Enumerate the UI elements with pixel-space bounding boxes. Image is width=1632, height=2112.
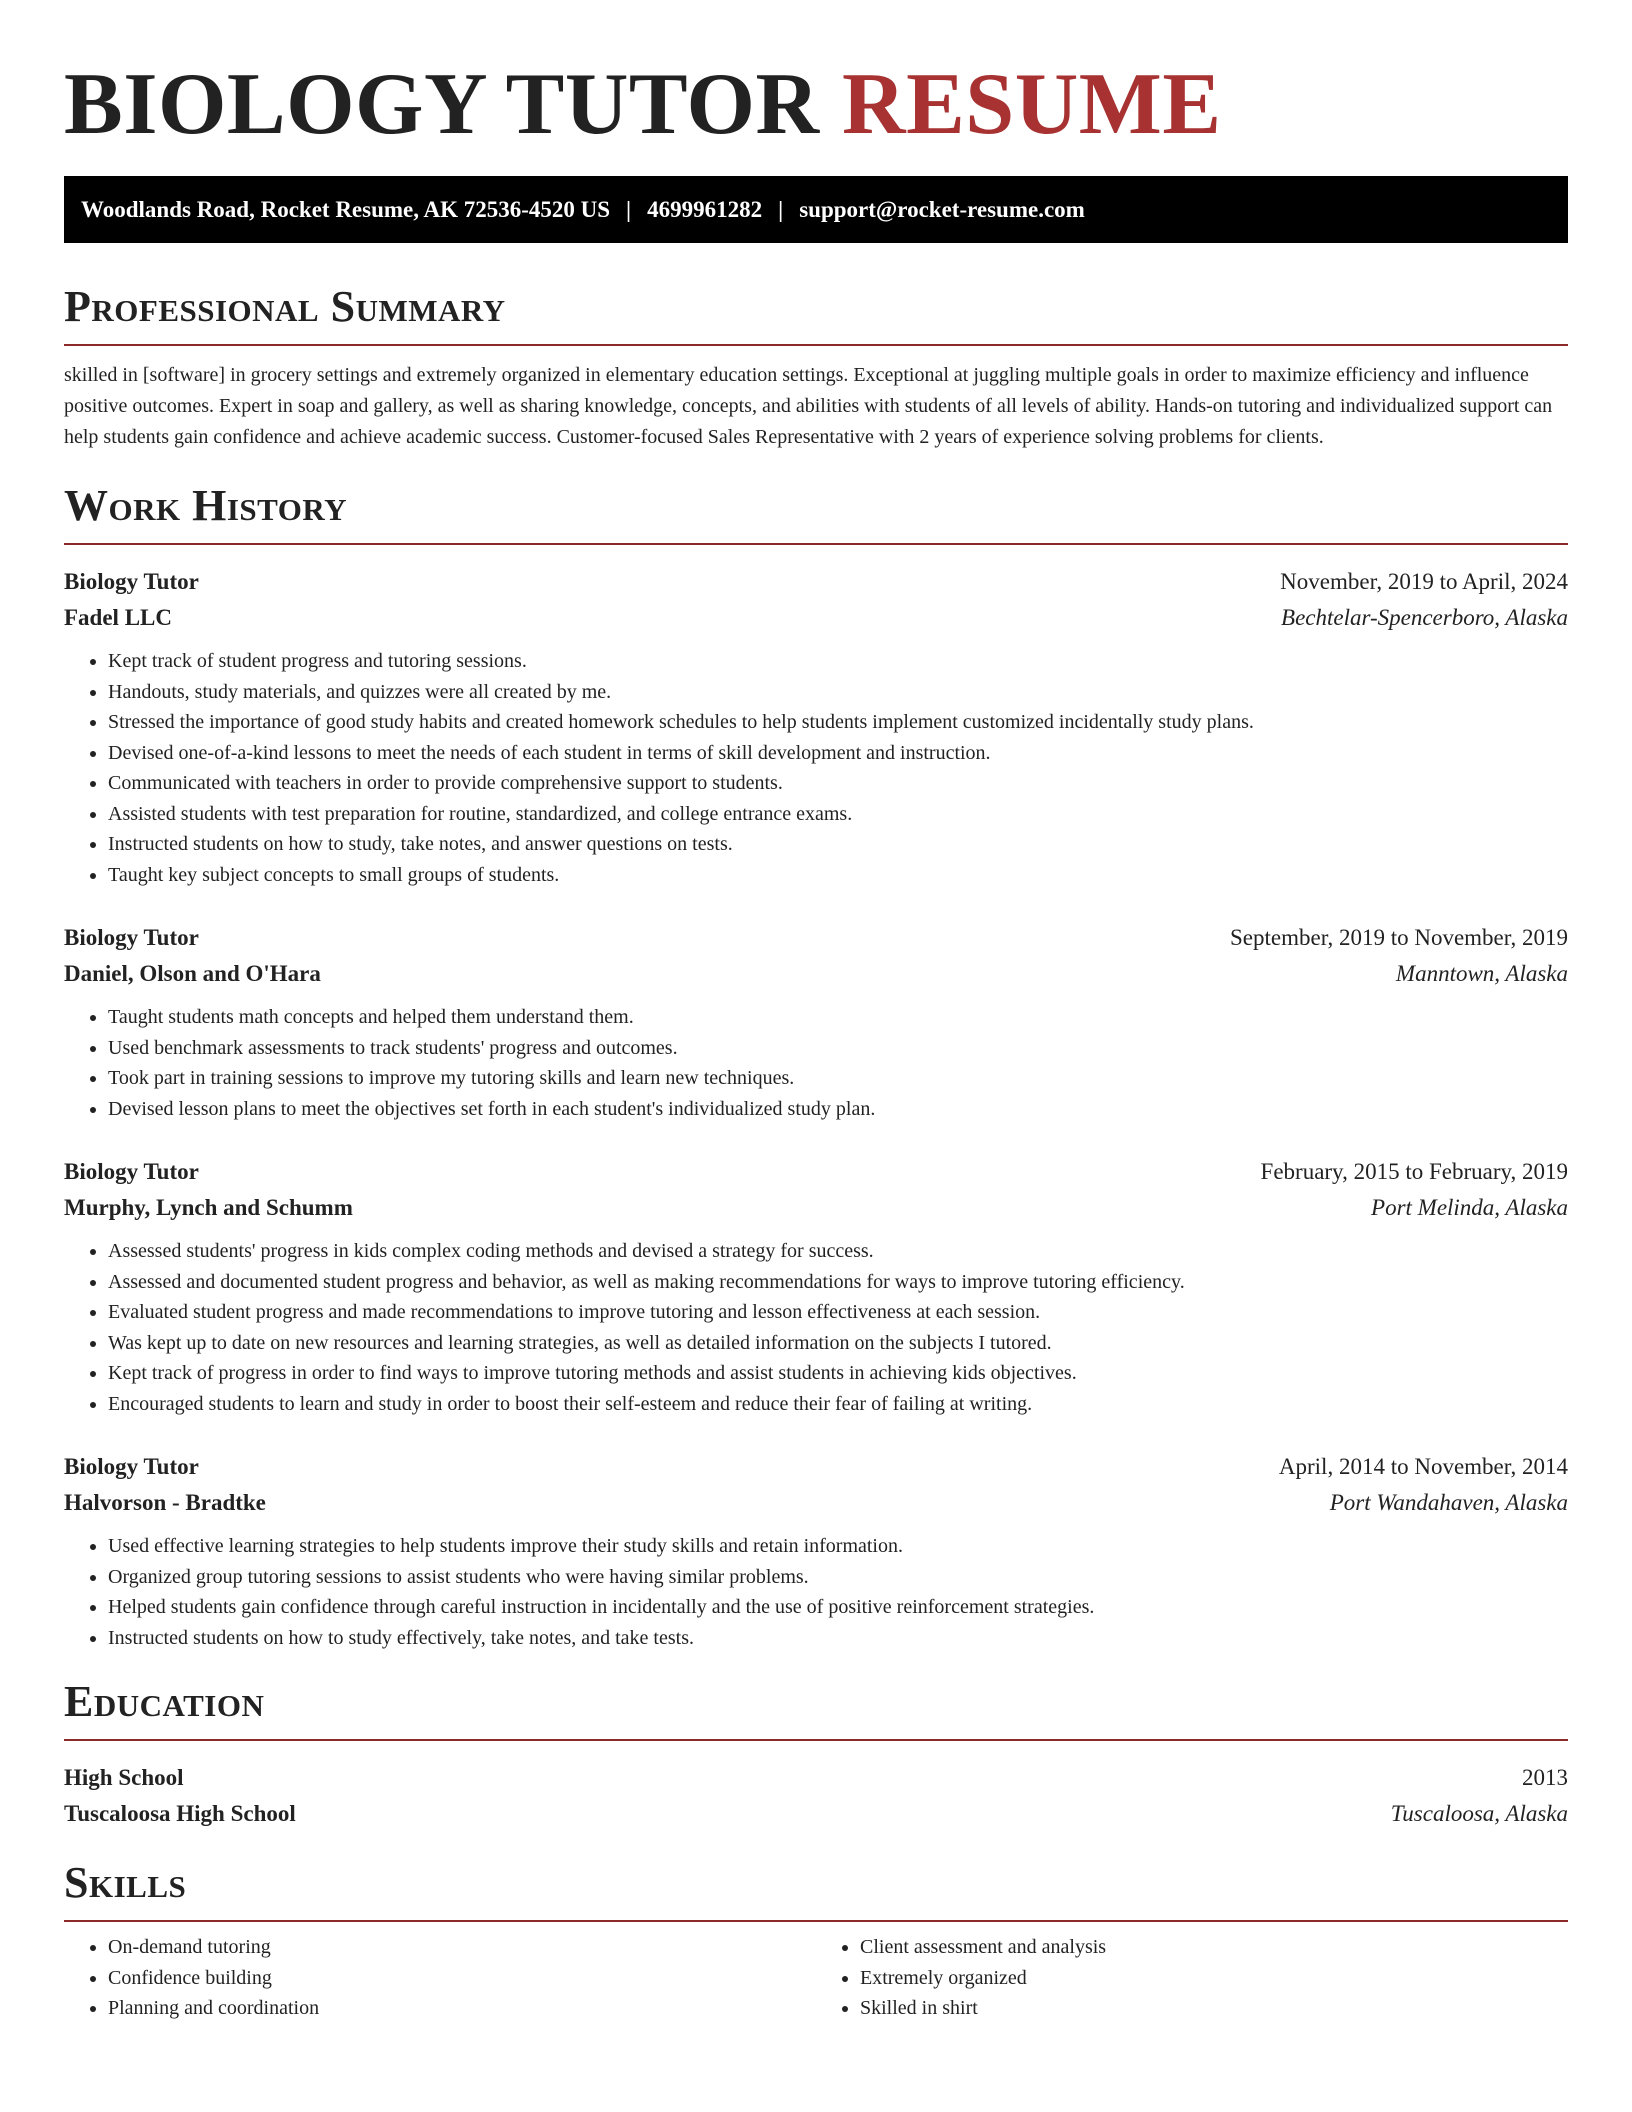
education-section: [64, 1675, 1568, 1832]
title-accent: RESUME: [842, 56, 1222, 153]
list-item: • Taught students math concepts and helped them understand them.: [108, 1002, 1568, 1033]
list-item: • Instructed students on how to study effectively, take notes, and take tests.: [108, 1623, 1568, 1654]
contact-separator: |: [778, 196, 784, 222]
work-history-section: [64, 479, 1568, 1653]
list-item: • Organized group tutoring sessions to assist students who were having similar problems.: [108, 1562, 1568, 1593]
job-company-row: [64, 1485, 1568, 1521]
job-company-row: [64, 1190, 1568, 1226]
list-item: • Used benchmark assessments to track students' progress and outcomes.: [108, 1033, 1568, 1064]
job-title-row: [64, 564, 1568, 600]
list-item: • Assisted students with test preparation for routine, standardized, and college entrance exams.: [108, 799, 1568, 830]
job-location: Port Melinda, Alaska: [1371, 1195, 1568, 1220]
job-entry: [64, 920, 1568, 1124]
contact-separator: |: [626, 196, 632, 222]
list-item: • Assessed students' progress in kids complex coding methods and devised a strategy for success.: [108, 1236, 1568, 1267]
job-bullets: [64, 1236, 1568, 1419]
job-location: Bechtelar-Spencerboro, Alaska: [1281, 605, 1568, 630]
job-location: Port Wandahaven, Alaska: [1329, 1490, 1568, 1515]
job-bullets: [64, 646, 1568, 890]
job-company: Daniel, Olson and O'Hara: [64, 961, 321, 986]
job-bullets: [64, 1531, 1568, 1653]
list-item: • Devised one-of-a-kind lessons to meet the needs of each student in terms of skill development and instruction.: [108, 738, 1568, 769]
job-company: Murphy, Lynch and Schumm: [64, 1195, 353, 1220]
resume-title: [64, 0, 1568, 155]
list-item: • Client assessment and analysis: [860, 1932, 1568, 1963]
list-item: • Planning and coordination: [108, 1993, 816, 2024]
list-item: • Assessed and documented student progress and behavior, as well as making recommendations for ways to improve tutoring efficiency.: [108, 1267, 1568, 1298]
list-item: • Confidence building: [108, 1963, 816, 1994]
job-title: Biology Tutor: [64, 1159, 199, 1184]
job-dates: September, 2019 to November, 2019: [1230, 925, 1568, 950]
job-title: Biology Tutor: [64, 1454, 199, 1479]
education-degree-row: [64, 1760, 1568, 1796]
skills-list-left: [64, 1932, 816, 2024]
list-item: • Kept track of student progress and tutoring sessions.: [108, 646, 1568, 677]
list-item: • On-demand tutoring: [108, 1932, 816, 1963]
list-item: • Evaluated student progress and made recommendations to improve tutoring and lesson effectiveness at each session.: [108, 1297, 1568, 1328]
list-item: • Skilled in shirt: [860, 1993, 1568, 2024]
job-entry: [64, 1449, 1568, 1653]
list-item: • Communicated with teachers in order to provide comprehensive support to students.: [108, 768, 1568, 799]
summary-heading: Professional Summary: [64, 280, 1568, 346]
job-title-row: [64, 1154, 1568, 1190]
job-company-row: [64, 600, 1568, 636]
job-title: Biology Tutor: [64, 925, 199, 950]
contact-email[interactable]: support@rocket-resume.com: [799, 196, 1085, 222]
job-company: Halvorson - Bradtke: [64, 1490, 266, 1515]
education-school: Tuscaloosa High School: [64, 1801, 296, 1826]
education-degree: High School: [64, 1765, 184, 1790]
job-location: Manntown, Alaska: [1395, 961, 1568, 986]
education-entry: [64, 1760, 1568, 1832]
job-company-row: [64, 956, 1568, 992]
list-item: • Took part in training sessions to improve my tutoring skills and learn new techniques.: [108, 1063, 1568, 1094]
skills-grid: [64, 1932, 1568, 2024]
list-item: • Helped students gain confidence through careful instruction in incidentally and the use of positive reinforcement strategies.: [108, 1592, 1568, 1623]
job-title: Biology Tutor: [64, 569, 199, 594]
work-history-heading: Work History: [64, 479, 1568, 545]
job-entry: [64, 564, 1568, 890]
title-main: BIOLOGY TUTOR: [64, 56, 820, 153]
skills-list-right: [816, 1932, 1568, 2024]
contact-address: Woodlands Road, Rocket Resume, AK 72536-4520 US: [81, 196, 611, 222]
education-school-row: [64, 1796, 1568, 1832]
list-item: • Taught key subject concepts to small groups of students.: [108, 860, 1568, 891]
job-entry: [64, 1154, 1568, 1419]
list-item: • Instructed students on how to study, take notes, and answer questions on tests.: [108, 829, 1568, 860]
job-title-row: [64, 920, 1568, 956]
education-location: Tuscaloosa, Alaska: [1390, 1801, 1568, 1826]
list-item: • Kept track of progress in order to find ways to improve tutoring methods and assist students in achieving kids objectives.: [108, 1358, 1568, 1389]
job-dates: February, 2015 to February, 2019: [1260, 1159, 1568, 1184]
list-item: • Was kept up to date on new resources and learning strategies, as well as detailed information on the subjects I tutored.: [108, 1328, 1568, 1359]
list-item: • Devised lesson plans to meet the objectives set forth in each student's individualized study plan.: [108, 1094, 1568, 1125]
contact-phone[interactable]: 4699961282: [647, 196, 763, 222]
skills-section: [64, 1856, 1568, 2024]
list-item: • Encouraged students to learn and study in order to boost their self-esteem and reduce their fear of failing at writing.: [108, 1389, 1568, 1420]
summary-text: skilled in [software] in grocery settings and extremely organized in elementary education settings. Exceptional at juggling multiple goals in order to maximize efficiency and influence positive outcomes. Expert in soap and gallery, as well as sharing knowledge, concepts, and abilities with students of all levels of ability. Hands-on tutoring and individualized support can help students gain confidence and achieve academic success. Customer-focused Sales Representative with 2 years of experience solving problems for clients.: [64, 364, 1553, 448]
contact-bar: [64, 176, 1568, 243]
job-title-row: [64, 1449, 1568, 1485]
list-item: • Extremely organized: [860, 1963, 1568, 1994]
education-year: 2013: [1522, 1765, 1568, 1790]
job-dates: April, 2014 to November, 2014: [1278, 1454, 1568, 1479]
skills-heading: Skills: [64, 1856, 1568, 1922]
job-dates: November, 2019 to April, 2024: [1280, 569, 1568, 594]
job-company: Fadel LLC: [64, 605, 172, 630]
list-item: • Handouts, study materials, and quizzes were all created by me.: [108, 677, 1568, 708]
list-item: • Used effective learning strategies to help students improve their study skills and retain information.: [108, 1531, 1568, 1562]
education-heading: Education: [64, 1675, 1568, 1741]
list-item: • Stressed the importance of good study habits and created homework schedules to help students implement customized incidentally study plans.: [108, 707, 1568, 738]
summary-section: [64, 280, 1568, 453]
job-bullets: [64, 1002, 1568, 1124]
